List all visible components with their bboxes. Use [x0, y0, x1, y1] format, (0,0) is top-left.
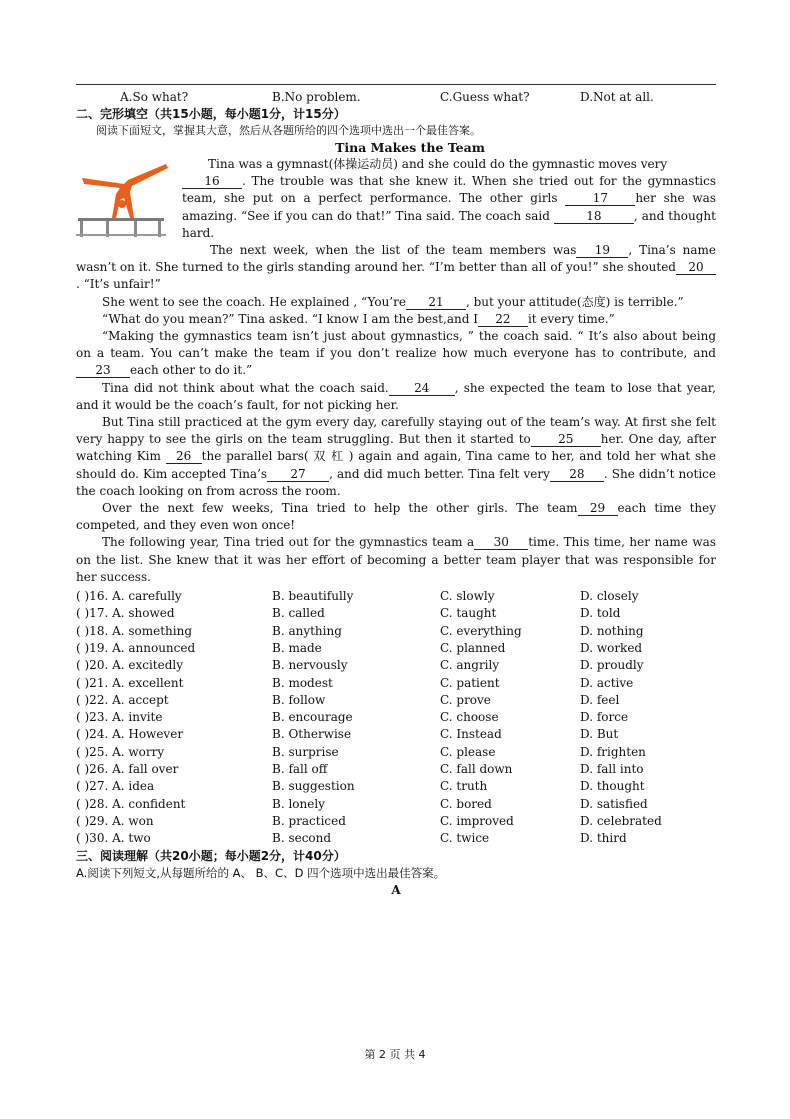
section-2-instruction: 阅读下面短文，掌握其大意，然后从各题所给的四个选项中选出一个最佳答案。	[96, 124, 481, 137]
blank-27[interactable]: 27	[267, 468, 329, 482]
passage-wrap-column	[76, 156, 716, 242]
question-row[interactable]: ( )19. A. announced B. made C. planned D. worked	[76, 640, 643, 655]
blank-17[interactable]: 17	[565, 192, 635, 206]
passage-paragraph-9: The following year, Tina tried out for the gymnastics team a 30 time. This time, her name was on the list. She knew that it was her effort of becoming a better team player that was responsible for her success.	[76, 535, 716, 584]
blank-25[interactable]: 25	[531, 433, 601, 447]
top-divider	[76, 84, 716, 85]
blank-23[interactable]: 23	[76, 364, 130, 378]
option-b: B.No problem.	[272, 90, 361, 104]
blank-30[interactable]: 30	[474, 536, 528, 550]
question-row[interactable]: ( )27. A. idea B. suggestion C. truth D. thought	[76, 779, 645, 794]
gymnast-on-parallel-bars-icon	[76, 158, 172, 238]
question-row[interactable]: ( )24. A. However B. Otherwise C. Instead D. But	[76, 727, 619, 742]
option-a: A.So what?	[120, 90, 189, 104]
blank-24[interactable]: 24	[389, 382, 455, 396]
blank-18[interactable]: 18	[554, 210, 634, 224]
passage-paragraph-8: Over the next few weeks, Tina tried to help the other girls. The team 29 each time they competed, and they even won once!	[76, 501, 717, 533]
question-row[interactable]: ( )20. A. excitedly B. nervously C. angrily D. proudly	[76, 658, 644, 673]
blank-26[interactable]: 26	[166, 450, 202, 464]
reading-passage-label: A	[391, 882, 401, 897]
question-list	[76, 588, 716, 847]
passage-paragraph-5: “Making the gymnastics team isn’t just about gymnastics, ” the coach said. “ It’s also about being on a team. You can’t make the team if you don’t realize how much everyone has to contribute, and23 each other to do it.”	[76, 329, 716, 378]
question-row[interactable]: ( )28. A. confident B. lonely C. bored D. satisfied	[76, 796, 648, 811]
option-d: D.Not at all.	[580, 90, 654, 104]
question-row[interactable]: ( )29. A. won B. practiced C. improved D. celebrated	[76, 813, 662, 828]
question-row[interactable]: ( )25. A. worry B. surprise C. please D. frighten	[76, 744, 646, 759]
option-c: C.Guess what?	[440, 90, 530, 104]
page-content	[76, 84, 716, 899]
blank-21[interactable]: 21	[406, 296, 466, 310]
blank-20[interactable]: 20	[676, 261, 716, 275]
question-row[interactable]: ( )23. A. invite B. encourage C. choose D. force	[76, 710, 629, 725]
passage-paragraph-1: Tina was a gymnast(体操运动员) and she could do the gymnastic moves very 16 . The trouble was that she knew it. When she tried out for the gymnastics team, she put on a perfect performance. The other girls 17 her she was amazing. “See if you can do that!” Tina said. The coach said 18 , and thought hard.	[182, 157, 716, 240]
page-footer: 第 2 页 共 4	[364, 1048, 426, 1061]
passage-paragraph-6: Tina did not think about what the coach said. 24 , she expected the team to lose that year, and it would be the coach’s fault, for not picking her.	[76, 380, 716, 412]
blank-19[interactable]: 19	[576, 244, 628, 258]
section-3-heading: 三、阅读理解（共20小题；每小题2分，计40分）	[76, 848, 346, 863]
question-row[interactable]: ( )26. A. fall over B. fall off C. fall down D. fall into	[76, 762, 644, 777]
section-3-instruction: A.阅读下列短文,从每题所给的 A、 B、C、D 四个选项中选出最佳答案。	[76, 865, 446, 880]
passage-paragraph-2: The next week, when the list of the team members was 19 , Tina’s name wasn’t on it. She turned to the girls standing around her. “I’m better than all of you!” she shouted 20. “It’s unfair!”	[76, 243, 716, 292]
question-row[interactable]: ( )30. A. two B. second C. twice D. third	[76, 831, 627, 846]
question-row[interactable]: ( )17. A. showed B. called C. taught D. told	[76, 606, 621, 621]
question-row[interactable]: ( )21. A. excellent B. modest C. patient D. active	[76, 675, 634, 690]
passage-title: Tina Makes the Team	[335, 140, 485, 155]
previous-question-options	[76, 89, 716, 104]
question-row[interactable]: ( )16. A. carefully B. beautifully C. slowly D. closely	[76, 589, 639, 604]
question-row[interactable]: ( )18. A. something B. anything C. everything D. nothing	[76, 623, 644, 638]
passage-paragraph-4: “What do you mean?” Tina asked. “I know I am the best,and I 22 it every time.”	[102, 311, 615, 326]
blank-22[interactable]: 22	[478, 313, 528, 327]
passage-paragraph-3: She went to see the coach. He explained , “You’re 21 , but your attitude(态度) is terrible.”	[102, 294, 684, 309]
question-row[interactable]: ( )22. A. accept B. follow C. prove D. feel	[76, 692, 620, 707]
blank-16[interactable]: 16	[182, 175, 242, 189]
passage-paragraph-7: But Tina still practiced at the gym every day, carefully staying out of the team’s way. At first she felt very happy to see the girls on the team struggling. But then it started to 25 her. One day, after watching Kim 26 the parallel bars( 双 杠 ) again and again, Tina came to her, and told her what she should do. Kim accepted Tina’s 27 , and did much better. Tina felt very 28 . She didn’t notice the coach looking on from across the room.	[76, 415, 717, 498]
blank-28[interactable]: 28	[550, 468, 604, 482]
section-2-heading: 二、完形填空（共15小题，每小题1分，计15分）	[76, 107, 346, 121]
blank-29[interactable]: 29	[578, 502, 618, 516]
